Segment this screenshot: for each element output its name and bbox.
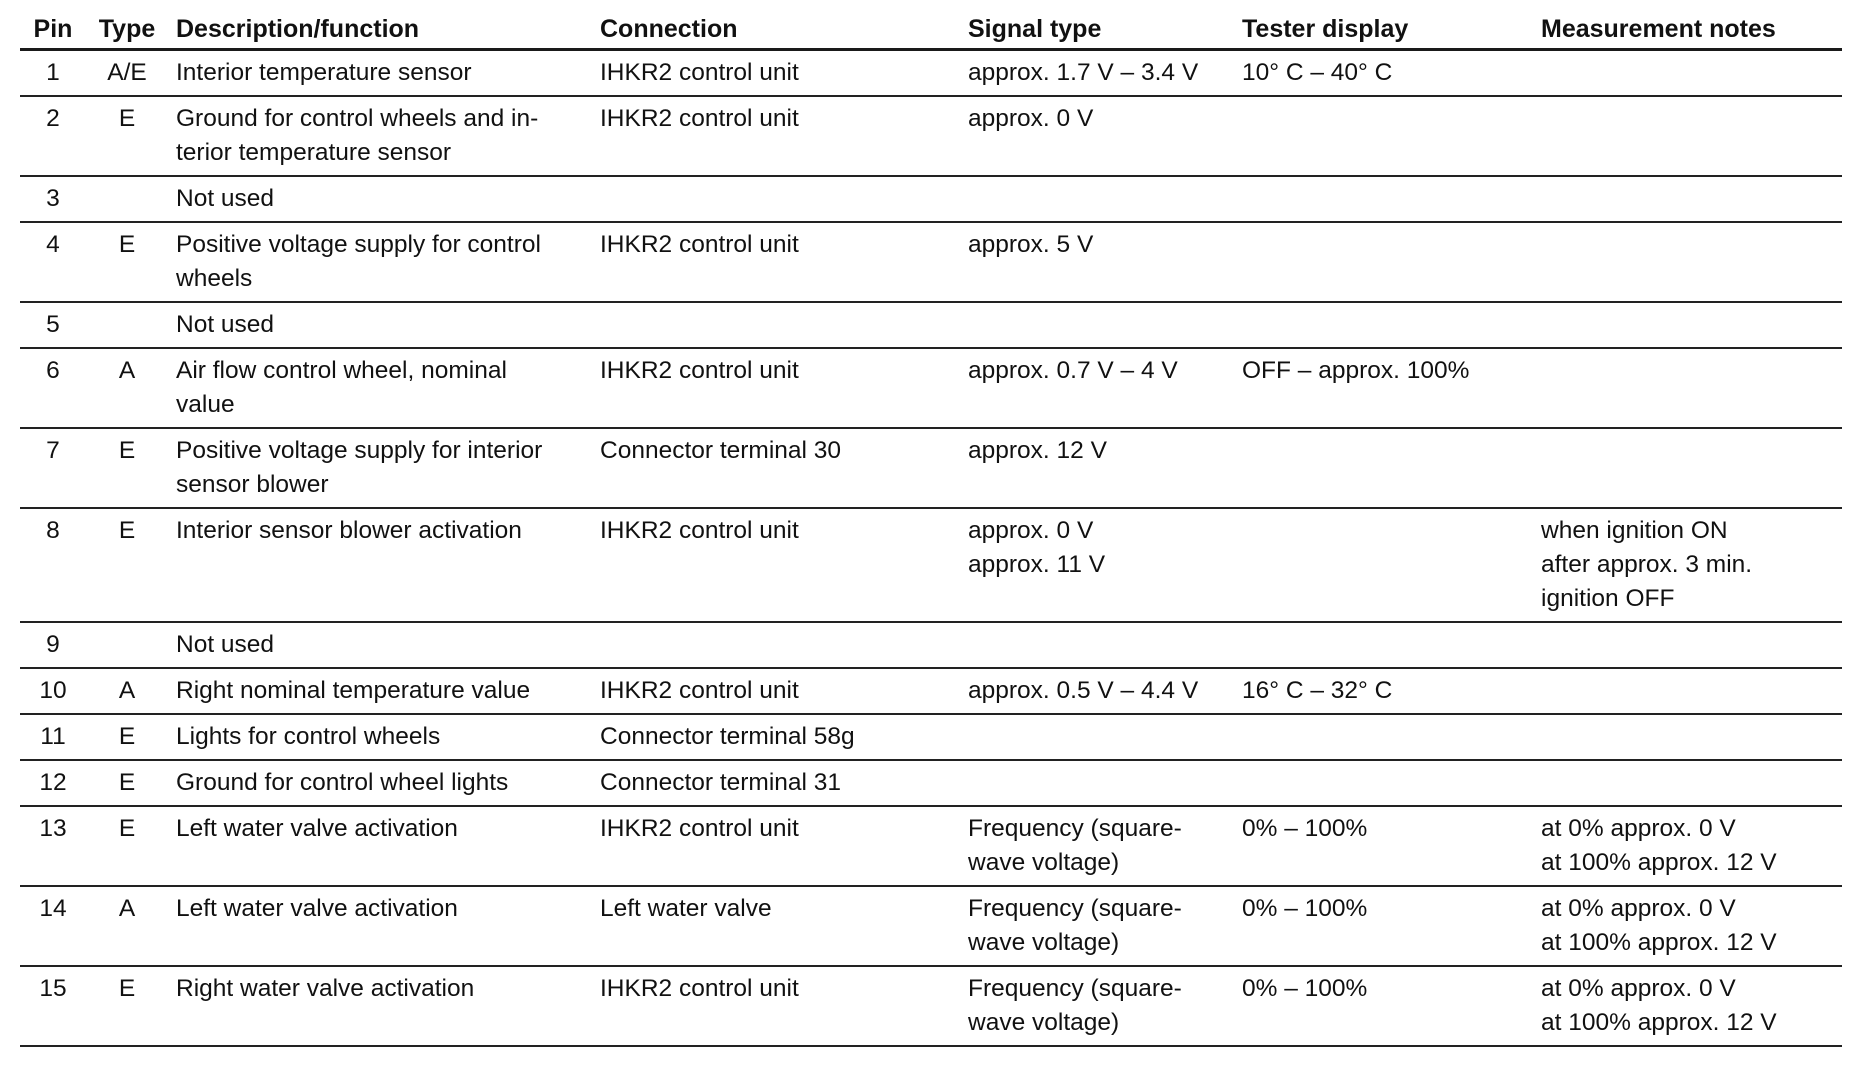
- cell-measurement-notes: [1533, 96, 1842, 176]
- header-measurement-notes: Measurement notes: [1533, 0, 1842, 50]
- cell-measurement-notes: [1533, 176, 1842, 222]
- cell-type: E: [86, 760, 168, 806]
- cell-description-line: Not used: [176, 311, 275, 338]
- cell-description-line: Interior temperature sensor: [176, 59, 472, 86]
- cell-measurement-notes-line: after approx. 3 min.: [1541, 551, 1753, 578]
- cell-type: [86, 622, 168, 668]
- cell-pin: 3: [20, 176, 86, 222]
- cell-type: E: [86, 714, 168, 760]
- table-row: [20, 886, 1842, 966]
- cell-connection: Connector terminal 58g: [592, 714, 964, 760]
- cell-measurement-notes: [1533, 622, 1842, 668]
- cell-signal-type: [964, 508, 1236, 622]
- cell-connection: IHKR2 control unit: [592, 806, 964, 886]
- pin-assignment-document: [20, 0, 1842, 1047]
- table-row: [20, 50, 1842, 97]
- cell-description-line: Positive voltage supply for interior: [176, 437, 543, 464]
- cell-connection: IHKR2 control unit: [592, 508, 964, 622]
- cell-type: A: [86, 348, 168, 428]
- cell-type: A: [86, 668, 168, 714]
- cell-description: [168, 176, 592, 222]
- cell-signal-type: [964, 302, 1236, 348]
- cell-signal-type: [964, 668, 1236, 714]
- cell-measurement-notes: [1533, 886, 1842, 966]
- header-tester-display: Tester display: [1236, 0, 1533, 50]
- cell-tester-display: 0% – 100%: [1236, 886, 1533, 966]
- cell-pin: 2: [20, 96, 86, 176]
- cell-description: [168, 806, 592, 886]
- cell-signal-type: [964, 348, 1236, 428]
- cell-signal-type: [964, 806, 1236, 886]
- cell-type: A: [86, 886, 168, 966]
- cell-pin: 12: [20, 760, 86, 806]
- cell-signal-type-line: approx. 5 V: [968, 231, 1094, 258]
- cell-pin: 15: [20, 966, 86, 1046]
- cell-description-line: Left water valve activation: [176, 895, 458, 922]
- cell-tester-display: [1236, 714, 1533, 760]
- cell-connection: Left water valve: [592, 886, 964, 966]
- table-body: [20, 50, 1842, 1047]
- cell-tester-display: [1236, 176, 1533, 222]
- cell-measurement-notes: [1533, 714, 1842, 760]
- cell-connection: IHKR2 control unit: [592, 668, 964, 714]
- cell-signal-type: [964, 50, 1236, 97]
- cell-measurement-notes: [1533, 760, 1842, 806]
- cell-description: [168, 428, 592, 508]
- cell-description-line: Ground for control wheels and in-: [176, 105, 539, 132]
- cell-description: [168, 714, 592, 760]
- cell-signal-type-line: approx. 0.5 V – 4.4 V: [968, 677, 1199, 704]
- cell-description-line: value: [176, 391, 235, 418]
- cell-measurement-notes-line: at 100% approx. 12 V: [1541, 1009, 1777, 1036]
- cell-signal-type-line: wave voltage): [968, 929, 1120, 956]
- cell-tester-display: [1236, 96, 1533, 176]
- cell-description-line: Interior sensor blower activation: [176, 517, 522, 544]
- table-row: [20, 222, 1842, 302]
- table-row: [20, 806, 1842, 886]
- cell-pin: 9: [20, 622, 86, 668]
- cell-connection: [592, 302, 964, 348]
- cell-signal-type-line: wave voltage): [968, 1009, 1120, 1036]
- table-header: [20, 0, 1842, 50]
- cell-pin: 5: [20, 302, 86, 348]
- cell-description: [168, 96, 592, 176]
- cell-measurement-notes: [1533, 348, 1842, 428]
- cell-tester-display: 10° C – 40° C: [1236, 50, 1533, 97]
- cell-description: [168, 760, 592, 806]
- cell-pin: 11: [20, 714, 86, 760]
- cell-type: E: [86, 222, 168, 302]
- cell-tester-display: 0% – 100%: [1236, 806, 1533, 886]
- cell-measurement-notes-line: at 100% approx. 12 V: [1541, 849, 1777, 876]
- cell-signal-type-line: Frequency (square-: [968, 975, 1182, 1002]
- cell-description: [168, 508, 592, 622]
- cell-description-line: Not used: [176, 185, 275, 212]
- cell-measurement-notes-line: ignition OFF: [1541, 585, 1675, 612]
- cell-signal-type-line: Frequency (square-: [968, 895, 1182, 922]
- cell-pin: 4: [20, 222, 86, 302]
- cell-description-line: wheels: [176, 265, 253, 292]
- table-row: [20, 760, 1842, 806]
- cell-connection: [592, 622, 964, 668]
- cell-signal-type: [964, 96, 1236, 176]
- cell-signal-type-line: wave voltage): [968, 849, 1120, 876]
- header-row: [20, 0, 1842, 50]
- cell-description-line: Air flow control wheel, nominal: [176, 357, 507, 384]
- cell-measurement-notes-line: at 100% approx. 12 V: [1541, 929, 1777, 956]
- header-pin: Pin: [20, 0, 86, 50]
- cell-pin: 10: [20, 668, 86, 714]
- cell-connection: IHKR2 control unit: [592, 966, 964, 1046]
- cell-tester-display: 16° C – 32° C: [1236, 668, 1533, 714]
- table-row: [20, 714, 1842, 760]
- header-description: Description/function: [168, 0, 592, 50]
- cell-description: [168, 622, 592, 668]
- cell-description: [168, 886, 592, 966]
- cell-measurement-notes: [1533, 222, 1842, 302]
- cell-signal-type: [964, 714, 1236, 760]
- cell-tester-display: [1236, 302, 1533, 348]
- cell-measurement-notes: [1533, 966, 1842, 1046]
- cell-pin: 8: [20, 508, 86, 622]
- cell-tester-display: [1236, 760, 1533, 806]
- cell-tester-display: [1236, 222, 1533, 302]
- cell-measurement-notes: [1533, 806, 1842, 886]
- cell-signal-type-line: approx. 0.7 V – 4 V: [968, 357, 1178, 384]
- cell-pin: 6: [20, 348, 86, 428]
- cell-description-line: Left water valve activation: [176, 815, 458, 842]
- cell-description: [168, 348, 592, 428]
- cell-pin: 13: [20, 806, 86, 886]
- header-signal-type: Signal type: [964, 0, 1236, 50]
- cell-description-line: Not used: [176, 631, 275, 658]
- cell-tester-display: [1236, 428, 1533, 508]
- cell-description: [168, 668, 592, 714]
- cell-signal-type-line: Frequency (square-: [968, 815, 1182, 842]
- header-connection: Connection: [592, 0, 964, 50]
- cell-measurement-notes-line: at 0% approx. 0 V: [1541, 815, 1736, 842]
- cell-description-line: Right nominal temperature value: [176, 677, 531, 704]
- cell-signal-type: [964, 222, 1236, 302]
- cell-tester-display: 0% – 100%: [1236, 966, 1533, 1046]
- cell-measurement-notes: [1533, 302, 1842, 348]
- cell-type: E: [86, 806, 168, 886]
- table-row: [20, 966, 1842, 1046]
- cell-pin: 14: [20, 886, 86, 966]
- cell-signal-type: [964, 760, 1236, 806]
- table-row: [20, 508, 1842, 622]
- cell-measurement-notes: [1533, 428, 1842, 508]
- cell-description-line: Lights for control wheels: [176, 723, 441, 750]
- cell-pin: 7: [20, 428, 86, 508]
- cell-signal-type: [964, 966, 1236, 1046]
- cell-measurement-notes-line: at 0% approx. 0 V: [1541, 975, 1736, 1002]
- cell-description: [168, 222, 592, 302]
- table-row: [20, 348, 1842, 428]
- cell-description: [168, 302, 592, 348]
- cell-connection: IHKR2 control unit: [592, 50, 964, 97]
- table-row: [20, 668, 1842, 714]
- cell-type: E: [86, 508, 168, 622]
- cell-connection: Connector terminal 30: [592, 428, 964, 508]
- cell-signal-type-line: approx. 11 V: [968, 551, 1106, 578]
- cell-signal-type-line: approx. 0 V: [968, 517, 1094, 544]
- cell-description: [168, 966, 592, 1046]
- cell-connection: IHKR2 control unit: [592, 222, 964, 302]
- cell-measurement-notes-line: at 0% approx. 0 V: [1541, 895, 1736, 922]
- cell-measurement-notes-line: when ignition ON: [1541, 517, 1728, 544]
- cell-measurement-notes: [1533, 50, 1842, 97]
- cell-pin: 1: [20, 50, 86, 97]
- cell-measurement-notes: [1533, 668, 1842, 714]
- cell-tester-display: OFF – approx. 100%: [1236, 348, 1533, 428]
- cell-type: E: [86, 428, 168, 508]
- cell-type: [86, 302, 168, 348]
- cell-connection: IHKR2 control unit: [592, 96, 964, 176]
- table-row: [20, 96, 1842, 176]
- cell-description-line: Positive voltage supply for control: [176, 231, 541, 258]
- cell-type: E: [86, 96, 168, 176]
- cell-description-line: sensor blower: [176, 471, 329, 498]
- cell-tester-display: [1236, 622, 1533, 668]
- cell-signal-type: [964, 176, 1236, 222]
- pin-assignment-table: [20, 0, 1842, 1047]
- cell-signal-type-line: approx. 0 V: [968, 105, 1094, 132]
- cell-description-line: terior temperature sensor: [176, 139, 452, 166]
- cell-connection: Connector terminal 31: [592, 760, 964, 806]
- cell-description: [168, 50, 592, 97]
- cell-signal-type: [964, 428, 1236, 508]
- table-row: [20, 176, 1842, 222]
- table-row: [20, 302, 1842, 348]
- cell-tester-display: [1236, 508, 1533, 622]
- cell-signal-type: [964, 886, 1236, 966]
- table-row: [20, 622, 1842, 668]
- cell-type: E: [86, 966, 168, 1046]
- cell-connection: IHKR2 control unit: [592, 348, 964, 428]
- cell-description-line: Ground for control wheel lights: [176, 769, 509, 796]
- cell-description-line: Right water valve activation: [176, 975, 475, 1002]
- cell-signal-type-line: approx. 1.7 V – 3.4 V: [968, 59, 1199, 86]
- cell-type: A/E: [86, 50, 168, 97]
- cell-type: [86, 176, 168, 222]
- table-row: [20, 428, 1842, 508]
- cell-signal-type-line: approx. 12 V: [968, 437, 1107, 464]
- cell-signal-type: [964, 622, 1236, 668]
- cell-connection: [592, 176, 964, 222]
- header-type: Type: [86, 0, 168, 50]
- cell-measurement-notes: [1533, 508, 1842, 622]
